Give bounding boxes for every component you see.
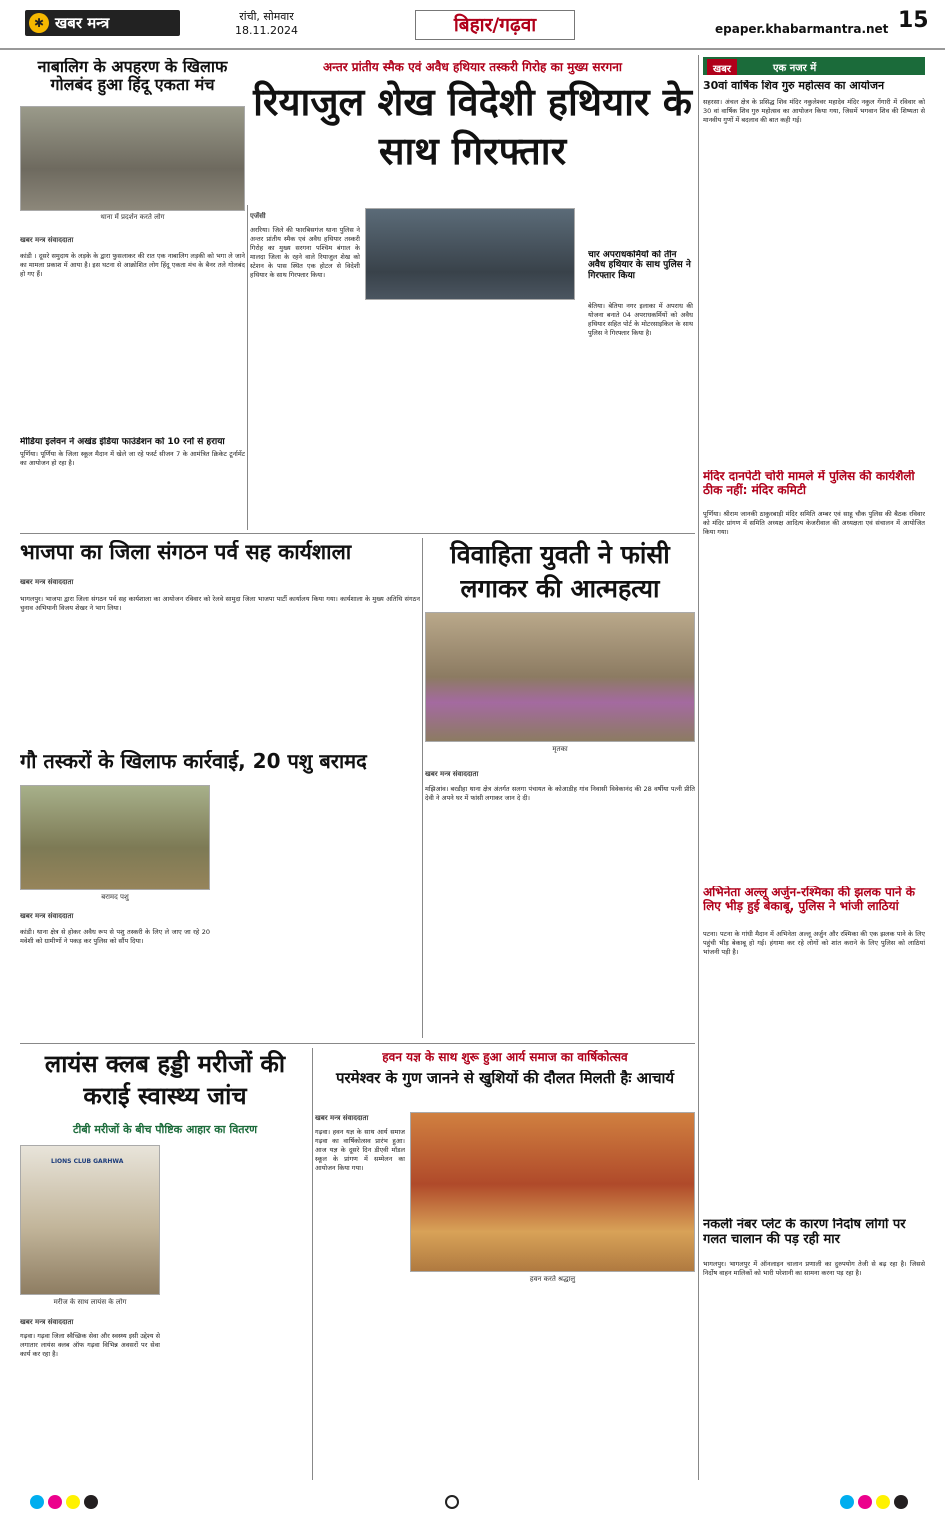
- arya-byline: खबर मन्त्र संवाददाता: [315, 1114, 369, 1122]
- cyan-swatch: [840, 1495, 854, 1509]
- right-tag-title: एक नजर में: [773, 63, 817, 74]
- arya-body: गढ़वा। हवन यज्ञ के साथ आर्य समाज गढ़वा का वार्षिकोत्सव प्रारंभ हुआ। आज यज्ञ के दूसरे दिन डीएवी मॉडल स्कूल के प्रांगण में सम्मेलन का आयोजन किया गया।: [315, 1128, 405, 1172]
- protest-photo: [20, 106, 245, 211]
- cattle-caption: बरामद पशु: [101, 893, 129, 901]
- divider: [422, 538, 423, 1038]
- divider: [698, 55, 699, 1480]
- right-tag-bar: [703, 57, 925, 75]
- arya-headline-text: परमेश्वर के गुण जानने से खुशियों की दौलत मिलती हैः आचार्य: [335, 1070, 675, 1087]
- sidebar-small-headline: [588, 250, 693, 298]
- site-url[interactable]: epaper.khabarmantra.net: [715, 22, 889, 36]
- cattle-byline: खबर मन्त्र संवाददाता: [20, 912, 74, 920]
- media-eleven-story: [20, 437, 245, 487]
- magenta-swatch: [858, 1495, 872, 1509]
- cyan-swatch: [30, 1495, 44, 1509]
- registration-bar: [0, 1488, 945, 1517]
- wife-headline-text: विवाहिता युवती ने फांसी लगाकर की आत्महत्या: [450, 540, 670, 603]
- lions-photo: [20, 1145, 160, 1295]
- masthead: [0, 0, 945, 50]
- bjp-headline-text: भाजपा का जिला संगठन पर्व सह कार्यशाला: [20, 540, 352, 564]
- wife-byline: खबर मन्त्र संवाददाता: [425, 770, 479, 778]
- divider: [20, 1043, 695, 1044]
- lead-body-continued: [365, 305, 575, 485]
- lions-subhead: [20, 1122, 310, 1140]
- right-story2-headline: [703, 470, 925, 506]
- divider: [312, 1048, 313, 1480]
- cattle-headline-text: गौ तस्करों के खिलाफ कार्रवाई, 20 पशु बरामद: [20, 750, 367, 773]
- right-tag-label: खबर: [707, 59, 737, 75]
- left-top-body: [20, 252, 245, 432]
- page-number: 15: [898, 8, 929, 33]
- arya-kicker-text: हवन यज्ञ के साथ शुरू हुआ आर्य समाज का वार्षिकोत्सव: [382, 1050, 628, 1064]
- lead-body: अररिया। जिले की फारबिसगंज थाना पुलिस ने अन्तर प्रांतीय स्मैक एवं अवैध हथियार तस्करी गिरोह का मुख्य सरगना पश्चिम बंगाल के मालदा जिला के रहने वाले रियाजुल शेख को स्टेशन के पास स्थित एक होटल से विदेशी हथियार के साथ गिरफ्तार किया।: [250, 226, 360, 279]
- right-story4-headline: [703, 1218, 925, 1256]
- right-story2-body: पूर्णिया। श्रीराम जानकी ठाकुरबाड़ी मंदिर समिति अम्बर एवं साहू चौक पुलिस की बैठक रविवार को मंदिर प्रांगण में समिति अध्यक्ष आदित्य केजरीवाल की अध्यक्षता एवं संचालन में आयोजित किया गया।: [703, 510, 925, 536]
- left-top-byline: खबर मन्त्र संवाददाता: [20, 236, 74, 244]
- black-swatch: [84, 1495, 98, 1509]
- victim-photo: [425, 612, 695, 742]
- cattle-body: कांडी। थाना क्षेत्र से होकर अवैध रूप से पशु तस्करी के लिए ले जाए जा रहे 20 मवेशी को ग्रामीणों ने पकड़ कर पुलिस को सौंप दिया।: [20, 928, 210, 945]
- logo: [25, 10, 180, 36]
- media-eleven-body: पूर्णिया। पूर्णिया के जिला स्कूल मैदान में खेले जा रहे फर्स्ट सीजन 7 के आमंत्रित क्रिकेट टूर्नामेंट का आयोजन हो रहा है।: [20, 450, 245, 468]
- date: 18.11.2024: [235, 24, 298, 37]
- cattle-body-continued: [215, 785, 420, 1040]
- wife-headline: [425, 538, 695, 610]
- yellow-swatch: [66, 1495, 80, 1509]
- lead-kicker: [250, 58, 695, 76]
- cattle-photo: [20, 785, 210, 890]
- arrest-photo: [365, 208, 575, 300]
- right-story3-body: पटना। पटना के गांधी मैदान में अभिनेता अल्लू अर्जुन और रश्मिका की एक झलक पाने के लिए पहुंची भीड़ बेकाबू हो गई। हंगामा कर रहे लोगों को शांत कराने के लिए पुलिस को लाठियां भांजनी पड़ी है।: [703, 930, 925, 956]
- right-story1-headline: [703, 80, 925, 96]
- arya-body-continued: [410, 1290, 695, 1480]
- black-swatch: [894, 1495, 908, 1509]
- magenta-swatch: [48, 1495, 62, 1509]
- left-top-headline: [20, 58, 245, 102]
- lions-headline: [20, 1048, 310, 1120]
- bjp-body: भागलपुर। भाजपा द्वारा जिला संगठन पर्व सह कार्यशाला का आयोजन रविवार को रेलवे सामुदा जिला भाजपा पार्टी कार्यालय किया गया। कार्यशाला के मुख्य अतिथि संगठन चुनाव अभियानी विजय शेखर ने भाग लिया।: [20, 595, 420, 612]
- wife-body: मझिआंव। बरडीहा थाना क्षेत्र अंतर्गत सलगा पंचायत के कोआडीह गांव निवासी विवेकानंद की 28 वर्षीया पत्नी प्रीति देवी ने अपने घर में फांसी लगाकर जान दे दी।: [425, 785, 695, 802]
- lions-subhead-text: टीबी मरीजों के बीच पौष्टिक आहार का वितरण: [72, 1123, 258, 1136]
- divider: [247, 205, 248, 530]
- lead-kicker-text: अन्तर प्रांतीय स्मैक एवं अवैध हथियार तस्करी गिरोह का मुख्य सरगना: [323, 60, 622, 74]
- right-story2-headline-text: मंदिर दानपेटी चोरी मामले में पुलिस की कार्यशैली ठीक नहीं: मंदिर कमिटी: [703, 470, 915, 497]
- lead-byline: एजेंसी: [250, 212, 266, 220]
- havan-caption: हवन करते श्रद्धालु: [529, 1275, 576, 1283]
- divider: [20, 533, 695, 534]
- arya-headline: [315, 1070, 695, 1110]
- lead-headline-text: रियाजुल शेख विदेशी हथियार के साथ गिरफ्तार: [253, 80, 692, 174]
- right-story4-headline-text: नकली नंबर प्लेट के कारण निर्दोष लोगों पर गलत चालान की पड़ रही मार: [703, 1218, 906, 1247]
- logo-text: खबर मन्त्र: [55, 14, 110, 32]
- havan-photo: [410, 1112, 695, 1272]
- yellow-swatch: [876, 1495, 890, 1509]
- lions-headline-text: लायंस क्लब हड्डी मरीजों की कराई स्वास्थ्य जांच: [44, 1050, 286, 1111]
- victim-caption: मृतका: [552, 745, 568, 753]
- bjp-byline: खबर मन्त्र संवाददाता: [20, 578, 74, 586]
- lead-headline: [250, 78, 695, 198]
- left-top-headline-text: नाबालिग के अपहरण के खिलाफ गोलबंद हुआ हिंदू एकता मंच: [37, 58, 228, 95]
- register-mark-icon: [445, 1495, 459, 1509]
- logo-icon: ✱: [29, 13, 49, 33]
- lions-body: गढ़वा। गढ़वा जिला स्वैच्छिक सेवा और स्वस्थ्य इसी उद्देश्य से लगातार लायंस क्लब ऑफ गढ़वा विभिन्न अवसरों पर सेवा कार्य कर रहा है।: [20, 1332, 160, 1358]
- dateline: [235, 10, 298, 38]
- lions-body-continued: [165, 1145, 310, 1480]
- left-top-para1: कांडी । दूसरे समुदाय के लड़के के द्वारा फुसलाकर की रात एक नाबालिग लड़की को भगा ले जाने का मामला प्रकाश में आया है। इस घटना से आक्रोशित लोग हिंदू एकता मंच के बैनर तले गोलबंद हो गए हैं।: [20, 252, 245, 278]
- section-title: बिहार/गढ़वा: [415, 10, 575, 40]
- protest-caption: थाना में प्रदर्शन करते लोग: [100, 213, 165, 221]
- lions-caption: मरीज के साथ लायंस के लोग: [53, 1298, 127, 1306]
- media-eleven-headline: मीडिया इलेवन ने अखंड इंडिया फाउंडेशन को 10 रनों से हराया: [20, 437, 225, 447]
- arya-kicker: [315, 1048, 695, 1068]
- sidebar-small-headline-text: चार अपराधकर्मियों को तीन अवैध हथियार के साथ पुलिस ने गिरफ्तार किया: [588, 250, 691, 281]
- right-story1-body: सहरसा। अंचल क्षेत्र के प्रसिद्ध शिव मंदिर नकुलेश्वर महादेव मंदिर नकुल गेंगारी में रविवार को 30 वां वार्षिक शिव गुरु महोत्सव का आयोजन किया गया, जिसमें भगवान शिव की शिष्यता से मानवीय गुणों में बदलाव की बात कही गई।: [703, 98, 925, 124]
- right-story3-headline: [703, 886, 925, 926]
- cattle-headline: [20, 750, 420, 780]
- city-day: रांची, सोमवार: [239, 10, 294, 23]
- lions-banner: LIONS CLUB GARHWA: [51, 1158, 124, 1165]
- bjp-headline: [20, 540, 420, 570]
- sidebar-small-body: बेतिया। बेतिया नगर इलाका में अपराध की योजना बनाते 04 अपराधकर्मियों को अवैध हथियार सहित पोर्ट के मोटरसाइकिल के साथ पुलिस ने गिरफ्तार किया है।: [588, 302, 693, 337]
- right-story4-body: भागलपुर। भागलपुर में ऑनलाइन चालान प्रणाली का दुरुपयोग तेजी से बढ़ रहा है। जिससे निर्दोष वाहन मालिकों को भारी परेशानी का सामना करना पड़ रहा है।: [703, 1260, 925, 1277]
- right-story1-headline-text: 30वां वार्षिक शिव गुरु महोत्सव का आयोजन: [703, 80, 885, 92]
- right-story3-headline-text: अभिनेता अल्लू अर्जुन-रश्मिका की झलक पाने के लिए भीड़ हुई बेकाबू, पुलिस ने भांजी लाठियां: [703, 886, 915, 913]
- lions-byline: खबर मन्त्र संवाददाता: [20, 1318, 74, 1326]
